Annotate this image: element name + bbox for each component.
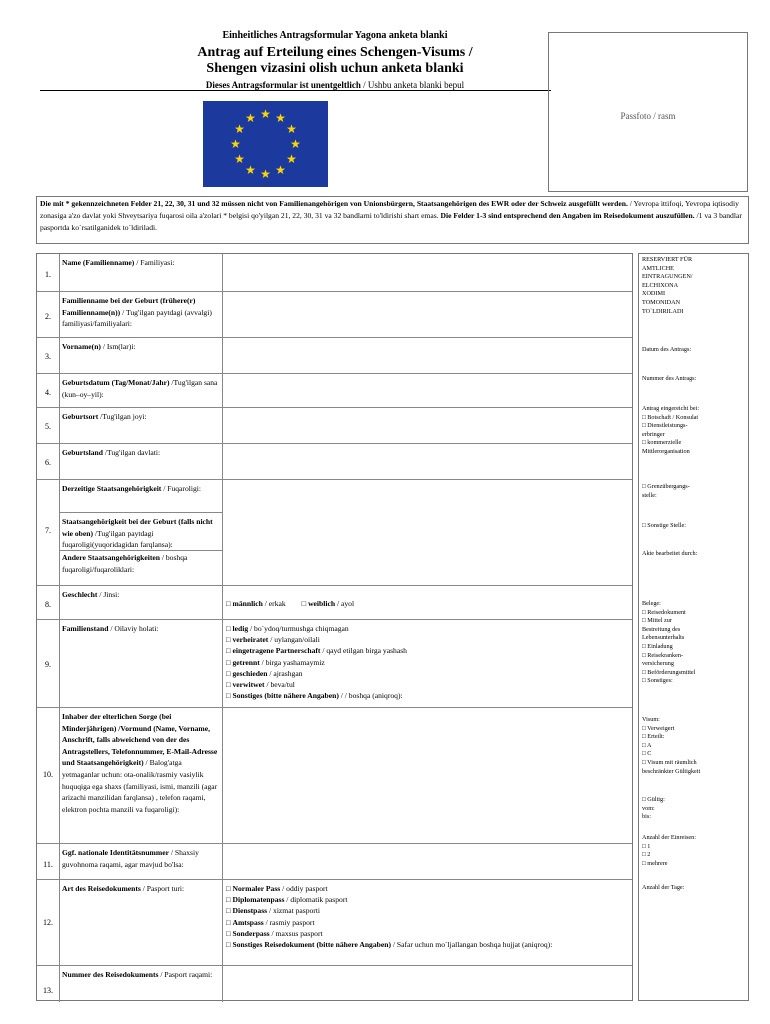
checkbox-icon: □ xyxy=(226,657,231,667)
checkbox-icon: □ xyxy=(226,895,231,905)
checkbox-icon: □ xyxy=(226,668,231,678)
field-number: 7. xyxy=(45,526,51,535)
field-row-birth-date xyxy=(37,373,632,408)
field-row-travel-document-type xyxy=(37,879,632,966)
field-row-marital-status xyxy=(37,619,632,708)
passport-option-other[interactable]: □ Sonstiges Reisedokument (bitte nähere Angaben) / Safar uchun mo`ljallangan boshqa hujjat (aniqroq): xyxy=(226,940,553,950)
checkbox-icon: □ xyxy=(226,940,231,950)
birth-date-input[interactable] xyxy=(226,376,629,406)
marital-option-single[interactable]: □ ledig / bo`ydoq/turmushga chiqmagan xyxy=(226,624,349,633)
field-label-birth-surname: Familienname bei der Geburt (frühere(r) Familienname(n)) / Tug'ilgan paytdagi (avvalgi) familiyasi/familiyalari: xyxy=(62,296,212,329)
field-label-national-id: Ggf. nationale Identitätsnummer / Shaxsiy guvohnoma raqami, agar mavjud bo'lsa: xyxy=(62,848,199,869)
first-name-input[interactable] xyxy=(226,340,629,372)
field-number: 5. xyxy=(45,422,51,431)
field-row-national-id xyxy=(37,843,632,880)
eu-flag-icon xyxy=(203,101,328,187)
checkbox-icon: □ xyxy=(226,646,231,656)
field-label-travel-document-type: Art des Reisedokuments / Pasport turi: xyxy=(62,884,185,893)
form-header xyxy=(120,30,550,90)
field-row-first-name xyxy=(37,337,632,374)
reserved-processed-by: Akte bearbeitet durch: xyxy=(642,550,698,557)
reserved-supporting-documents: Belege: □ Reisedokument □ Mittel zur Bestreitung des Lebensunterhalts □ Einladung □ Reisekranken- versicherung □ Beförderungsmittel □ Sonstiges: xyxy=(642,600,696,685)
travel-document-number-input[interactable] xyxy=(226,968,629,1000)
field-label-travel-document-number: Nummer des Reisedokuments / Pasport raqami: xyxy=(62,970,213,979)
form-title-uz: Shengen vizasini olish uchun anketa blanki xyxy=(206,61,464,76)
form-subtitle: Einheitliches Antragsformular Yagona anketa blanki xyxy=(222,30,448,41)
reserved-other-office: □ Sonstige Stelle: xyxy=(642,522,686,529)
flag-star-icon: ★ xyxy=(245,111,256,126)
field-label-surname: Name (Familienname) / Familiyasi: xyxy=(62,258,175,267)
passport-option-special[interactable]: □ Sonderpass / maxsus pasport xyxy=(226,928,323,938)
flag-star-icon: ★ xyxy=(286,152,297,166)
flag-star-icon: ★ xyxy=(234,122,245,136)
flag-star-icon: ★ xyxy=(286,122,297,136)
marital-option-other[interactable]: □ Sonstiges (bitte nähere Angaben) / / boshqa (aniqroq): xyxy=(226,691,403,701)
field-number: 13. xyxy=(43,986,53,995)
checkbox-icon: □ xyxy=(226,884,231,893)
marital-status-options xyxy=(226,623,629,701)
field-number: 3. xyxy=(45,352,51,361)
flag-star-icon: ★ xyxy=(234,152,245,166)
field-label-current-nationality: Derzeitige Staatsangehörigkeit / Fuqaroligi: xyxy=(62,484,201,493)
field-row-travel-document-number xyxy=(37,965,632,1002)
reserved-validity: □ Gültig: vom: bis: xyxy=(642,796,665,821)
field-label-marital-status: Familienstand / Oilaviy holati: xyxy=(62,624,159,633)
flag-star-icon: ★ xyxy=(290,137,301,151)
reserved-official-column xyxy=(638,253,749,1001)
sex-options xyxy=(226,598,629,609)
travel-document-type-options xyxy=(226,883,629,950)
field-label-birth-nationality: Staatsangehörigkeit bei der Geburt (falls nicht wie oben) /Tug'ilgan paytdagi fuqaroligi(yuqoridagidan farqlansa): xyxy=(62,517,213,550)
field-label-birth-place: Geburtsort /Tug'ilgan joyi: xyxy=(62,412,147,421)
checkbox-icon: □ xyxy=(226,906,231,916)
passport-option-official[interactable]: □ Amtspass / rasmiy pasport xyxy=(226,917,315,927)
application-form-fields xyxy=(36,253,633,1001)
checkbox-icon: □ xyxy=(226,691,231,701)
surname-input[interactable] xyxy=(226,256,629,289)
field-row-surname xyxy=(37,254,632,291)
birth-place-input[interactable] xyxy=(226,410,629,442)
field-row-guardian xyxy=(37,707,632,844)
free-of-charge-note: Dieses Antragsformular ist unentgeltlich / Ushbu anketa blanki bepul xyxy=(205,80,465,90)
field-label-birth-country: Geburtsland /Tug'ilgan davlati: xyxy=(62,448,161,457)
field-label-birth-date: Geburtsdatum (Tag/Monat/Jahr) /Tug'ilgan sana (kun–oy–yil): xyxy=(62,378,218,399)
flag-star-icon: ★ xyxy=(275,111,286,126)
photo-label: Passfoto / rasm xyxy=(620,111,676,121)
national-id-input[interactable] xyxy=(226,846,629,878)
checkbox-icon: □ xyxy=(226,624,231,633)
field-label-sex: Geschlecht / Jinsi: xyxy=(62,590,120,599)
field-number: 9. xyxy=(45,660,51,669)
passport-option-ordinary[interactable]: □ Normaler Pass / oddiy pasport xyxy=(226,884,328,893)
field-row-birth-surname xyxy=(37,291,632,338)
birth-surname-input[interactable] xyxy=(226,294,629,336)
field-number: 6. xyxy=(45,458,51,467)
nationality-input[interactable] xyxy=(226,482,629,584)
checkbox-icon: □ xyxy=(226,917,231,927)
reserved-heading: RESERVIERT FÜR AMTLICHE EINTRAGUNGEN/ ELCHIXONA XODIMI TOMONIDAN TO`LDIRILADI xyxy=(642,256,693,315)
field-number: 4. xyxy=(45,388,51,397)
checkbox-icon: □ xyxy=(226,599,231,608)
field-number: 2. xyxy=(45,312,51,321)
field-number: 10. xyxy=(43,770,53,779)
flag-star-icon: ★ xyxy=(260,107,271,121)
field-label-first-name: Vorname(n) / Ism(lar)i: xyxy=(62,342,136,351)
marital-option-widowed[interactable]: □ verwitwet / beva/tul xyxy=(226,680,295,690)
field-label-other-nationalities: Andere Staatsangehörigkeiten / boshqa fuqaroligi/fuqaroliklari: xyxy=(62,553,188,574)
reserved-visa-decision: Visum: □ Verweigert □ Erteilt: □ A □ C □ Visum mit räumlich beschränkter Gültigkeit xyxy=(642,716,701,775)
sex-option-female[interactable]: □ weiblich / ayol xyxy=(301,599,355,608)
birth-country-input[interactable] xyxy=(226,446,629,478)
reserved-number-label: Nummer des Antrags: xyxy=(642,375,697,382)
field-row-sex xyxy=(37,585,632,620)
flag-star-icon: ★ xyxy=(245,162,256,177)
passport-option-service[interactable]: □ Dienstpass / xizmat pasporti xyxy=(226,906,321,916)
reserved-submitted-at: Antrag eingereicht bei: □ Botschaft / Konsulat □ Dienstleistungs- erbringer □ kommerzielle Mittlerorganisation xyxy=(642,405,700,455)
flag-star-icon: ★ xyxy=(275,162,286,177)
marital-option-divorced[interactable]: □ geschieden / ajrashgan xyxy=(226,668,303,678)
field-row-birth-place xyxy=(37,407,632,444)
reserved-border-crossing: □ Grenzübergangs- stelle: xyxy=(642,483,690,499)
field-row-birth-country xyxy=(37,443,632,480)
checkbox-icon: □ xyxy=(301,599,307,608)
instructions-notice: Die mit * gekennzeichneten Felder 21, 22, 30, 31 und 32 müssen nicht von Familienangehörigen von Unionsbürgern, Staatsangehörigen des EWR oder der Schweiz ausgefüllt werden. / Yevropa ittifoqi, Yevropa iqtisodiy zonasiga a'zo davlat yoki Shveytsariya fuqarosi oila a'zolari * belgisi qo'yilgan 21, 22, 30, 31 va 32 bandlarni to'ldirishi shart emas. Die Felder 1-3 sind entsprechend den Angaben im Reisedokument auszufüllen. /1 va 3 bandlar pasportda ko`rsatilganidek to`ldiriladi. xyxy=(36,196,749,244)
reserved-days: Anzahl der Tage: xyxy=(642,884,685,891)
guardian-input[interactable] xyxy=(226,710,629,842)
passport-option-diplomatic[interactable]: □ Diplomatenpass / diplomatik pasport xyxy=(226,895,348,905)
field-label-guardian: Inhaber der elterlichen Sorge (bei Minderjährigen) /Vormund (Name, Vorname, Anschrift, falls abweichend von der des Antragstellers, Telefonnummer, E-Mail-Adresse und Staatsangehörigkeit) / Balog'atga yetmaganlar uchun: ota-onalik/rasmiy vasiylik huquqiga ega shaxs (familiyasi, ismi, manzili (agar arizachi manzilidan farqlansa) , telefon raqami, elektron pochta manzili va fuqaroligi): xyxy=(62,712,218,814)
field-row-nationality xyxy=(37,479,632,586)
reserved-entries: Anzahl der Einreisen: □ 1 □ 2 □ mehrere xyxy=(642,834,696,867)
marital-option-married[interactable]: □ verheiratet / uylangan/oilali xyxy=(226,635,320,645)
flag-star-icon: ★ xyxy=(230,137,241,151)
header-rule xyxy=(40,90,551,91)
field-number: 1. xyxy=(45,270,51,279)
passport-photo-box xyxy=(548,32,748,192)
checkbox-icon: □ xyxy=(226,928,231,938)
checkbox-icon: □ xyxy=(226,680,231,690)
field-number: 8. xyxy=(45,600,51,609)
marital-option-partnership[interactable]: □ eingetragene Partnerschaft / qayd etilgan birga yashash xyxy=(226,646,407,656)
sex-option-male[interactable]: □ männlich / erkak xyxy=(226,599,286,608)
reserved-date-label: Datum des Antrags: xyxy=(642,346,692,353)
field-number: 11. xyxy=(43,860,53,869)
checkbox-icon: □ xyxy=(226,635,231,645)
field-number: 12. xyxy=(43,918,53,927)
marital-option-separated[interactable]: □ getrennt / birga yashamaymiz xyxy=(226,657,325,667)
form-title-de: Antrag auf Erteilung eines Schengen-Visums / xyxy=(197,45,473,60)
flag-star-icon: ★ xyxy=(260,167,271,181)
